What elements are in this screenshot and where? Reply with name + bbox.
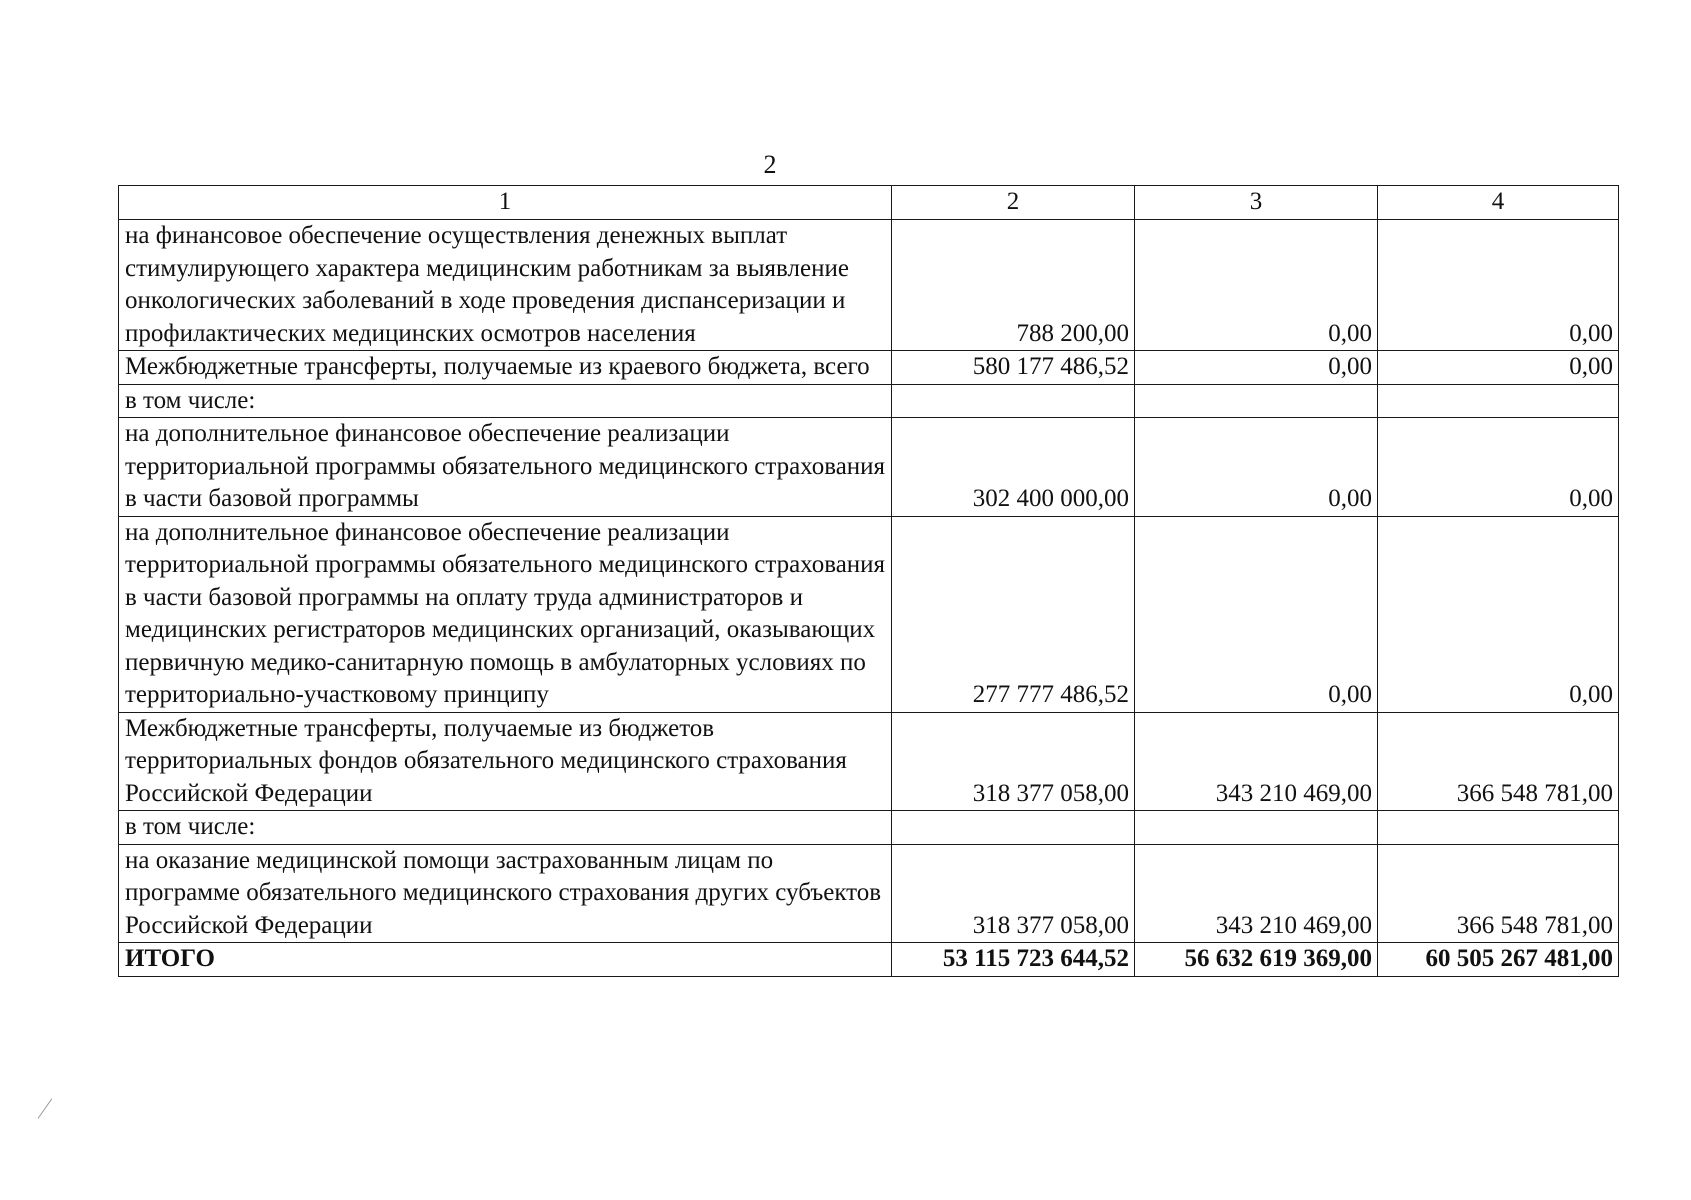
row-value-col3: 0,00 xyxy=(1135,220,1378,351)
row-description: в том числе: xyxy=(119,811,892,845)
row-value-col3: 343 210 469,00 xyxy=(1135,712,1378,811)
row-description: на оказание медицинской помощи застрахованным лицам по программе обязательного медицинского страхования других субъектов Российской Федерации xyxy=(119,844,892,943)
total-value-col3: 56 632 619 369,00 xyxy=(1135,943,1378,977)
table-row xyxy=(119,384,1619,418)
total-value-col2: 53 115 723 644,52 xyxy=(892,943,1135,977)
row-value-col3 xyxy=(1135,384,1378,418)
table-row xyxy=(119,516,1619,712)
row-value-col4: 0,00 xyxy=(1378,220,1619,351)
row-value-col2: 277 777 486,52 xyxy=(892,516,1135,712)
row-value-col2: 788 200,00 xyxy=(892,220,1135,351)
column-number-3: 3 xyxy=(1135,186,1378,220)
row-value-col4: 0,00 xyxy=(1378,351,1619,385)
row-value-col2: 318 377 058,00 xyxy=(892,844,1135,943)
row-description: на дополнительное финансовое обеспечение реализации территориальной программы обязательного медицинского страхования в части базовой программы на оплату труда администраторов и медицинских регистраторов медицинских организаций, оказывающих первичную медико-санитарную помощь в амбулаторных условиях по территориально-участковому принципу xyxy=(119,516,892,712)
row-value-col4 xyxy=(1378,811,1619,845)
row-value-col4: 366 548 781,00 xyxy=(1378,712,1619,811)
stray-pen-mark xyxy=(38,1099,53,1119)
column-number-1: 1 xyxy=(119,186,892,220)
total-label: ИТОГО xyxy=(119,943,892,977)
row-value-col3: 0,00 xyxy=(1135,418,1378,517)
row-description: Межбюджетные трансферты, получаемые из краевого бюджета, всего xyxy=(119,351,892,385)
total-row xyxy=(119,943,1619,977)
row-value-col3: 0,00 xyxy=(1135,516,1378,712)
total-value-col4: 60 505 267 481,00 xyxy=(1378,943,1619,977)
table-header-row xyxy=(119,186,1619,220)
row-description: Межбюджетные трансферты, получаемые из бюджетов территориальных фондов обязательного медицинского страхования Российской Федерации xyxy=(119,712,892,811)
table-row xyxy=(119,844,1619,943)
row-value-col4: 366 548 781,00 xyxy=(1378,844,1619,943)
page-number: 2 xyxy=(763,150,777,179)
table-row xyxy=(119,351,1619,385)
row-value-col4 xyxy=(1378,384,1619,418)
row-description: на финансовое обеспечение осуществления денежных выплат стимулирующего характера медицинским работникам за выявление онкологических заболеваний в ходе проведения диспансеризации и профилактических медицинских осмотров населения xyxy=(119,220,892,351)
row-value-col2: 318 377 058,00 xyxy=(892,712,1135,811)
row-value-col3 xyxy=(1135,811,1378,845)
row-value-col2 xyxy=(892,384,1135,418)
row-value-col4: 0,00 xyxy=(1378,418,1619,517)
row-value-col3: 0,00 xyxy=(1135,351,1378,385)
table-row xyxy=(119,811,1619,845)
row-description: на дополнительное финансовое обеспечение реализации территориальной программы обязательного медицинского страхования в части базовой программы xyxy=(119,418,892,517)
row-description: в том числе: xyxy=(119,384,892,418)
row-value-col2 xyxy=(892,811,1135,845)
table-row xyxy=(119,220,1619,351)
column-number-4: 4 xyxy=(1378,186,1619,220)
table-row xyxy=(119,712,1619,811)
budget-table xyxy=(118,185,1619,977)
column-number-2: 2 xyxy=(892,186,1135,220)
row-value-col4: 0,00 xyxy=(1378,516,1619,712)
row-value-col2: 580 177 486,52 xyxy=(892,351,1135,385)
row-value-col3: 343 210 469,00 xyxy=(1135,844,1378,943)
row-value-col2: 302 400 000,00 xyxy=(892,418,1135,517)
table-row xyxy=(119,418,1619,517)
